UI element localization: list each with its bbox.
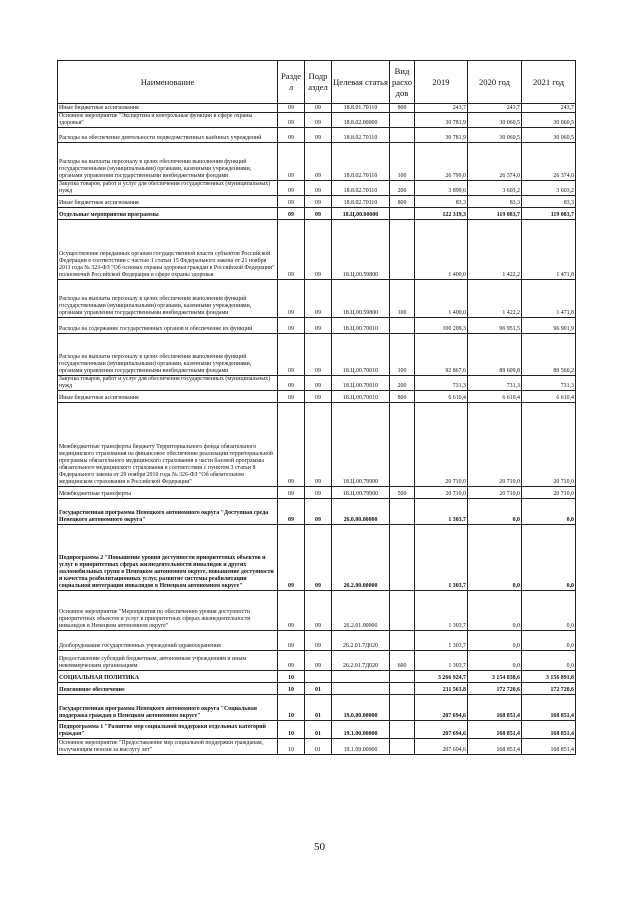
cell-2021: 0,0: [522, 525, 576, 591]
cell-2021: 6 610,4: [522, 391, 576, 403]
cell-2019: 3 266 924,7: [415, 671, 468, 683]
cell-expense-type: [390, 683, 415, 695]
cell-2021: 89 560,2: [522, 334, 576, 376]
cell-2019: 1 400,0: [415, 280, 468, 318]
table-row: [58, 220, 576, 280]
cell-2021: 168 851,4: [522, 721, 576, 739]
cell-expense-type: 600: [390, 651, 415, 671]
cell-target-article: 19.1.09.00000: [332, 739, 390, 755]
cell-target-article: 18.8.02.70110: [332, 143, 390, 181]
cell-target-article: 18.Ц.00.59800: [332, 280, 390, 318]
cell-expense-type: [390, 403, 415, 487]
cell-2019: 100 209,3: [415, 318, 468, 334]
cell-2020: 168 851,4: [468, 739, 522, 755]
cell-razdel: 09: [278, 280, 305, 318]
cell-razdel: 09: [278, 591, 305, 631]
table-row: [58, 181, 576, 196]
cell-name: Расходы на выплаты персоналу в целях обеспечения выполнения функций государственными (муниципальными) органами, казенными учреждениями, органами управления государственными внебюджетными фондами: [58, 143, 278, 181]
cell-2021: 0,0: [522, 499, 576, 525]
cell-name: Иные бюджетные ассигнования: [58, 104, 278, 113]
header-2020: 2020 год: [468, 61, 522, 104]
cell-target-article: 19.1.00.00000: [332, 721, 390, 739]
cell-2019: 26 799,0: [415, 143, 468, 181]
cell-2019: 1 303,7: [415, 525, 468, 591]
table-row: [58, 113, 576, 128]
cell-expense-type: [390, 591, 415, 631]
cell-2021: 1 471,8: [522, 280, 576, 318]
cell-target-article: 18.8.02.00000: [332, 113, 390, 128]
cell-name: Отдельные мероприятия программы: [58, 208, 278, 220]
table-row: [58, 499, 576, 525]
cell-expense-type: [390, 525, 415, 591]
cell-expense-type: 100: [390, 334, 415, 376]
cell-expense-type: [390, 208, 415, 220]
cell-target-article: 26.0.00.00000: [332, 499, 390, 525]
cell-expense-type: [390, 631, 415, 651]
cell-2021: 26 374,0: [522, 143, 576, 181]
table-row: [58, 334, 576, 376]
cell-name: Пенсионное обеспечение: [58, 683, 278, 695]
cell-2021: 83,3: [522, 196, 576, 208]
table-row: [58, 104, 576, 113]
cell-target-article: 18.Ц.00.79900: [332, 403, 390, 487]
cell-podrazdel: 09: [305, 104, 332, 113]
cell-2019: 243,7: [415, 104, 468, 113]
cell-razdel: 09: [278, 104, 305, 113]
cell-2020: 1 422,2: [468, 220, 522, 280]
cell-2020: 89 609,8: [468, 334, 522, 376]
cell-2021: 30 060,5: [522, 113, 576, 128]
header-target-article: Целевая статья: [332, 61, 390, 104]
cell-expense-type: 100: [390, 143, 415, 181]
cell-podrazdel: 09: [305, 403, 332, 487]
cell-expense-type: [390, 220, 415, 280]
cell-podrazdel: 09: [305, 181, 332, 196]
cell-expense-type: 200: [390, 376, 415, 391]
cell-expense-type: [390, 318, 415, 334]
cell-podrazdel: 09: [305, 220, 332, 280]
cell-2021: 119 083,7: [522, 208, 576, 220]
cell-2020: 20 710,0: [468, 487, 522, 499]
cell-podrazdel: 09: [305, 525, 332, 591]
cell-target-article: 18.Ц.00.70010: [332, 391, 390, 403]
cell-target-article: [332, 671, 390, 683]
cell-target-article: [332, 683, 390, 695]
table-row: [58, 695, 576, 721]
table-row: [58, 591, 576, 631]
cell-2020: 243,7: [468, 104, 522, 113]
cell-podrazdel: 09: [305, 143, 332, 181]
cell-podrazdel: 09: [305, 499, 332, 525]
cell-razdel: 10: [278, 695, 305, 721]
cell-2019: 1 303,7: [415, 651, 468, 671]
cell-name: Закупка товаров, работ и услуг для обеспечения государственных (муниципальных) нужд: [58, 181, 278, 196]
header-podrazdel: Подр аздел: [305, 61, 332, 104]
table-row: [58, 280, 576, 318]
cell-2019: 211 563,8: [415, 683, 468, 695]
cell-target-article: 18.8.02.70110: [332, 181, 390, 196]
cell-name: Закупка товаров, работ и услуг для обеспечения государственных (муниципальных) нужд: [58, 376, 278, 391]
cell-podrazdel: 01: [305, 683, 332, 695]
cell-2020: 168 851,4: [468, 695, 522, 721]
cell-2020: 30 060,5: [468, 128, 522, 143]
cell-podrazdel: 09: [305, 591, 332, 631]
cell-2021: 168 851,4: [522, 695, 576, 721]
table-row: [58, 376, 576, 391]
cell-podrazdel: 09: [305, 391, 332, 403]
cell-2019: 1 303,7: [415, 499, 468, 525]
cell-expense-type: [390, 695, 415, 721]
cell-name: Расходы на содержание государственных органов и обеспечение их функций: [58, 318, 278, 334]
table-row: [58, 143, 576, 181]
cell-2020: 83,3: [468, 196, 522, 208]
cell-name: Иные бюджетные ассигнования: [58, 391, 278, 403]
cell-2021: 731,3: [522, 376, 576, 391]
cell-2019: 207 694,6: [415, 739, 468, 755]
cell-name: Подпрограмма 1 "Развитие мер социальной поддержки отдельных категорий граждан": [58, 721, 278, 739]
cell-podrazdel: 09: [305, 128, 332, 143]
cell-razdel: 09: [278, 128, 305, 143]
cell-name: Межбюджетные трансферты бюджету Территориального фонда обязательного медицинского страхования на финансовое обеспечение реализации территориальной программы обязательного медицинского страхования в части базовой программы обязательного медицинского страхования в соответствии с пунктом 3 статьи 8 Федерального закона от 29 ноября 2010 года № 326-ФЗ "Об обязательном медицинском страховании в Российской Федерации": [58, 403, 278, 487]
cell-2020: 20 710,0: [468, 403, 522, 487]
cell-2021: 96 901,9: [522, 318, 576, 334]
cell-2020: 1 422,2: [468, 280, 522, 318]
table-row: [58, 128, 576, 143]
cell-podrazdel: 09: [305, 651, 332, 671]
cell-razdel: 09: [278, 403, 305, 487]
cell-expense-type: 100: [390, 280, 415, 318]
cell-target-article: 18.8.02.70110: [332, 196, 390, 208]
cell-podrazdel: 09: [305, 280, 332, 318]
cell-target-article: 18.Ц.00.00000: [332, 208, 390, 220]
cell-2021: 172 720,6: [522, 683, 576, 695]
cell-2019: 3 899,6: [415, 181, 468, 196]
cell-2021: 30 060,5: [522, 128, 576, 143]
cell-name: Осуществление переданных органам государственной власти субъектов Российской Федерации в соответствии с частью 1 статьи 15 Федерального закона от 21 ноября 2011 года № 323-ФЗ "Об основах охраны здоровья граждан в Российской Федерации" полномочий Российской Федерации в сфере охраны здоровья: [58, 220, 278, 280]
cell-2021: 1 471,8: [522, 220, 576, 280]
cell-2019: 1 400,0: [415, 220, 468, 280]
table-row: [58, 196, 576, 208]
cell-podrazdel: 09: [305, 196, 332, 208]
header-2021: 2021 год: [522, 61, 576, 104]
cell-expense-type: [390, 739, 415, 755]
header-expense-type: Вид расхо дов: [390, 61, 415, 104]
cell-expense-type: 800: [390, 391, 415, 403]
cell-name: Основное мероприятие "Экспертиза и контрольные функции в сфере охраны здоровья": [58, 113, 278, 128]
cell-razdel: 10: [278, 721, 305, 739]
cell-razdel: 09: [278, 181, 305, 196]
cell-name: Иные бюджетные ассигнования: [58, 196, 278, 208]
cell-2019: 6 610,4: [415, 391, 468, 403]
cell-expense-type: 500: [390, 487, 415, 499]
cell-2019: 92 867,6: [415, 334, 468, 376]
cell-razdel: 10: [278, 683, 305, 695]
cell-target-article: 18.8.02.70110: [332, 128, 390, 143]
cell-2021: 3 156 891,8: [522, 671, 576, 683]
cell-podrazdel: 09: [305, 208, 332, 220]
cell-razdel: 09: [278, 318, 305, 334]
cell-2019: 207 694,6: [415, 695, 468, 721]
cell-2021: 20 710,0: [522, 403, 576, 487]
cell-2020: 0,0: [468, 631, 522, 651]
cell-razdel: 09: [278, 143, 305, 181]
cell-expense-type: [390, 128, 415, 143]
budget-table-container: [57, 60, 575, 755]
cell-2021: 168 851,4: [522, 739, 576, 755]
cell-razdel: 09: [278, 631, 305, 651]
cell-2019: 30 781,9: [415, 128, 468, 143]
cell-razdel: 09: [278, 334, 305, 376]
cell-2020: 172 720,6: [468, 683, 522, 695]
cell-2021: 3 603,2: [522, 181, 576, 196]
table-row: [58, 403, 576, 487]
cell-2020: 0,0: [468, 651, 522, 671]
cell-target-article: 18.8.01.70110: [332, 104, 390, 113]
table-row: [58, 739, 576, 755]
cell-razdel: 10: [278, 671, 305, 683]
table-row: [58, 651, 576, 671]
cell-name: Основное мероприятие "Мероприятия по обеспечению уровня доступности приоритетных объектов и услуг в приоритетных сферах жизнедеятельности инвалидов в Ненецком автономном округе": [58, 591, 278, 631]
cell-2019: 207 694,6: [415, 721, 468, 739]
cell-podrazdel: 09: [305, 113, 332, 128]
header-2019: 2019: [415, 61, 468, 104]
table-row: [58, 391, 576, 403]
cell-podrazdel: 09: [305, 376, 332, 391]
cell-podrazdel: 01: [305, 739, 332, 755]
table-row: [58, 525, 576, 591]
cell-expense-type: 800: [390, 104, 415, 113]
cell-expense-type: 200: [390, 181, 415, 196]
table-row: [58, 683, 576, 695]
cell-name: СОЦИАЛЬНАЯ ПОЛИТИКА: [58, 671, 278, 683]
table-row: [58, 671, 576, 683]
cell-expense-type: [390, 721, 415, 739]
cell-expense-type: 800: [390, 196, 415, 208]
table-row: [58, 318, 576, 334]
cell-2020: 0,0: [468, 525, 522, 591]
cell-podrazdel: 09: [305, 631, 332, 651]
cell-2020: 96 951,5: [468, 318, 522, 334]
cell-name: Расходы на выплаты персоналу в целях обеспечения выполнения функций государственными (муниципальными) органами, казенными учреждениями, органами управления государственными внебюджетными фондами: [58, 280, 278, 318]
cell-target-article: 18.Ц.00.59800: [332, 220, 390, 280]
cell-razdel: 09: [278, 651, 305, 671]
table-body: [58, 104, 576, 755]
table-row: [58, 208, 576, 220]
cell-name: Государственная программа Ненецкого автономного округа "Доступная среда Ненецкого автономного округа": [58, 499, 278, 525]
page-number: 50: [314, 841, 325, 853]
cell-2020: 168 851,4: [468, 721, 522, 739]
table-row: [58, 721, 576, 739]
cell-2019: 20 710,0: [415, 487, 468, 499]
cell-2019: 731,3: [415, 376, 468, 391]
cell-razdel: 09: [278, 391, 305, 403]
cell-name: Основное мероприятие "Предоставление мер социальной поддержки гражданам, получающим пенсии за выслугу лет": [58, 739, 278, 755]
cell-podrazdel: 09: [305, 334, 332, 376]
cell-razdel: 09: [278, 487, 305, 499]
cell-2020: 3 154 830,6: [468, 671, 522, 683]
cell-name: Расходы на обеспечение деятельности подведомственных казённых учреждений: [58, 128, 278, 143]
cell-2020: 731,3: [468, 376, 522, 391]
cell-2021: 20 710,0: [522, 487, 576, 499]
table-row: [58, 487, 576, 499]
cell-target-article: 18.Ц.00.70010: [332, 376, 390, 391]
cell-expense-type: [390, 113, 415, 128]
cell-podrazdel: 01: [305, 695, 332, 721]
cell-razdel: 09: [278, 220, 305, 280]
cell-expense-type: [390, 499, 415, 525]
cell-expense-type: [390, 671, 415, 683]
cell-2019: 1 303,7: [415, 631, 468, 651]
cell-razdel: 09: [278, 113, 305, 128]
cell-2020: 119 083,7: [468, 208, 522, 220]
cell-2020: 30 060,5: [468, 113, 522, 128]
cell-target-article: 18.Ц.00.70010: [332, 318, 390, 334]
cell-2019: 83,3: [415, 196, 468, 208]
cell-target-article: 18.Ц.00.79900: [332, 487, 390, 499]
cell-name: Дооборудование государственных учреждений здравоохранения: [58, 631, 278, 651]
cell-target-article: 26.2.00.00000: [332, 525, 390, 591]
cell-2020: 6 610,4: [468, 391, 522, 403]
cell-name: Межбюджетные трансферты: [58, 487, 278, 499]
table-header-row: [58, 61, 576, 104]
cell-2021: 243,7: [522, 104, 576, 113]
cell-razdel: 09: [278, 208, 305, 220]
cell-2021: 0,0: [522, 591, 576, 631]
cell-podrazdel: 09: [305, 487, 332, 499]
table-row: [58, 631, 576, 651]
cell-target-article: 26.2.01.7Д020: [332, 631, 390, 651]
cell-target-article: 26.2.01.00000: [332, 591, 390, 631]
cell-2019: 20 710,0: [415, 403, 468, 487]
cell-name: Государственная программа Ненецкого автономного округа "Социальная поддержка граждан в Ненецком автономном округе": [58, 695, 278, 721]
cell-name: Предоставление субсидий бюджетным, автономным учреждениям и иным некоммерческим организациям: [58, 651, 278, 671]
cell-2020: 26 374,0: [468, 143, 522, 181]
cell-razdel: 09: [278, 196, 305, 208]
cell-razdel: 09: [278, 499, 305, 525]
header-name: Наименование: [58, 61, 278, 104]
cell-2020: 3 603,2: [468, 181, 522, 196]
cell-podrazdel: 01: [305, 721, 332, 739]
cell-2020: 0,0: [468, 499, 522, 525]
cell-target-article: 19.0.00.00000: [332, 695, 390, 721]
cell-target-article: 18.Ц.00.70010: [332, 334, 390, 376]
cell-2019: 30 781,9: [415, 113, 468, 128]
cell-razdel: 09: [278, 525, 305, 591]
cell-target-article: 26.2.01.7Д020: [332, 651, 390, 671]
cell-podrazdel: [305, 671, 332, 683]
cell-2021: 0,0: [522, 631, 576, 651]
cell-2020: 0,0: [468, 591, 522, 631]
budget-table: [57, 60, 576, 755]
cell-2021: 0,0: [522, 651, 576, 671]
cell-razdel: 09: [278, 376, 305, 391]
cell-podrazdel: 09: [305, 318, 332, 334]
cell-2019: 122 319,3: [415, 208, 468, 220]
header-razdel: Разде л: [278, 61, 305, 104]
cell-2019: 1 303,7: [415, 591, 468, 631]
cell-name: Расходы на выплаты персоналу в целях обеспечения выполнения функций государственными (муниципальными) органами, казенными учреждениями, органами управления государственными внебюджетными фондами: [58, 334, 278, 376]
cell-razdel: 10: [278, 739, 305, 755]
cell-name: Подпрограмма 2 "Повышение уровня доступности приоритетных объектов и услуг в приоритетных сферах жизнедеятельности инвалидов и других маломобильных групп в Ненецком автономном округе, повышение доступности и качества реабилитационных услуг, развитие системы реабилитации социальной интеграции инвалидов в Ненецком автономном округе": [58, 525, 278, 591]
